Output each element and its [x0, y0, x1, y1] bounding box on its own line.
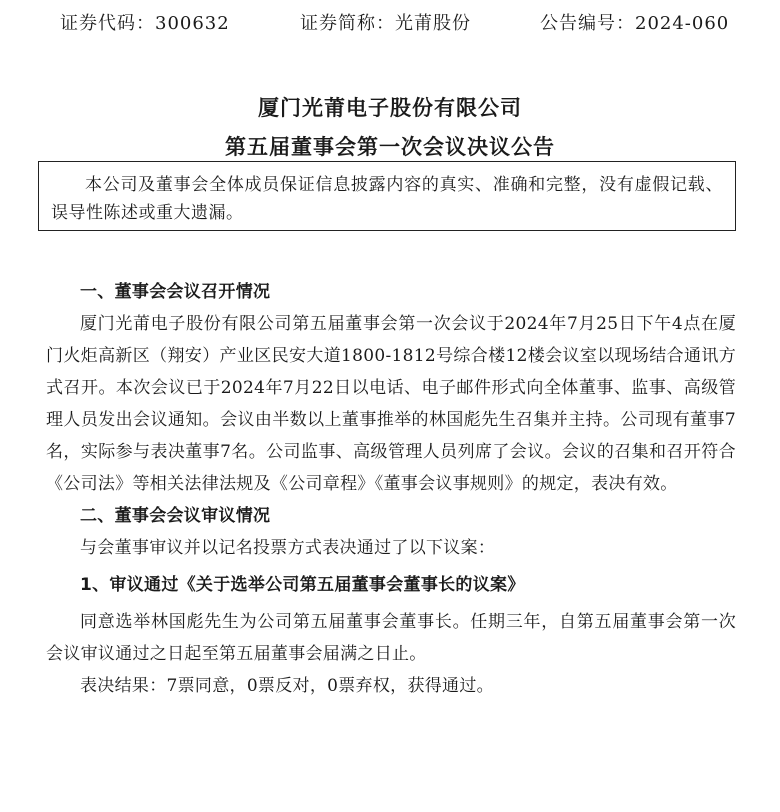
vote-result: 表决结果：7票同意，0票反对，0票弃权，获得通过。: [80, 676, 494, 696]
resolution-item-paragraph: 同意选举林国彪先生为公司第五届董事会董事长。任期三年，自第五届董事会第一次会议审议通过之日起至第五届董事会届满之日止。: [46, 612, 736, 664]
notice-number: 公告编号：2024-060: [540, 13, 730, 34]
document-body: [46, 276, 736, 702]
document-title: 第五届董事会第一次会议决议公告: [225, 135, 555, 159]
section-heading-meeting-info: 一、董事会会议召开情况: [80, 282, 271, 302]
company-name: 厦门光莆电子股份有限公司: [258, 96, 522, 120]
section-heading-review: 二、董事会会议审议情况: [80, 506, 271, 526]
disclaimer-box: 本公司及董事会全体成员保证信息披露内容的真实、准确和完整，没有虚假记载、误导性陈述或重大遗漏。: [38, 161, 736, 231]
announcement-header: [0, 9, 780, 37]
review-intro-paragraph: 与会董事审议并以记名投票方式表决通过了以下议案：: [80, 538, 496, 558]
resolution-item-heading: 1、审议通过《关于选举公司第五届董事会董事长的议案》: [80, 575, 525, 595]
stock-abbreviation: 证券简称：光莆股份: [300, 13, 471, 34]
stock-code: 证券代码：300632: [60, 13, 230, 34]
meeting-info-paragraph: 厦门光莆电子股份有限公司第五届董事会第一次会议于2024年7月25日下午4点在厦门火炬高新区（翔安）产业区民安大道1800-1812号综合楼12楼会议室以现场结合通讯方式召开。本次会议已于2024年7月22日以电话、电子邮件形式向全体董事、监事、高级管理人员发出会议通知。会议由半数以上董事推举的林国彪先生召集并主持。公司现有董事7名，实际参与表决董事7名。公司监事、高级管理人员列席了会议。会议的召集和召开符合《公司法》等相关法律法规及《公司章程》《董事会议事规则》的规定，表决有效。: [46, 314, 736, 494]
